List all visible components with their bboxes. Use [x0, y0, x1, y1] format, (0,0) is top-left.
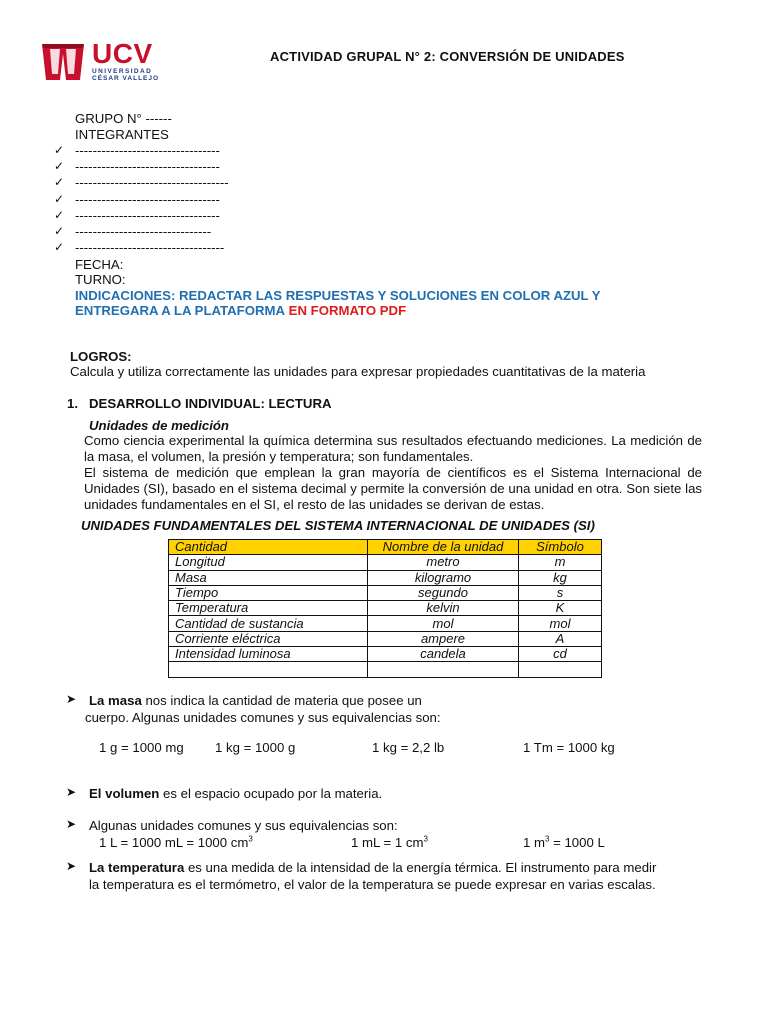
table-cell: Corriente eléctrica	[169, 631, 368, 646]
si-units-table	[168, 539, 602, 678]
member-blank: ---------------------------------	[75, 192, 220, 207]
masa-eq-2: 1 kg = 1000 g	[215, 740, 296, 755]
temperatura-line-1	[89, 859, 656, 876]
volumen-line-2: Algunas unidades comunes y sus equivalencias son:	[89, 818, 398, 833]
masa-line-2: cuerpo. Algunas unidades comunes y sus equivalencias son:	[85, 710, 441, 725]
table-cell: kg	[519, 570, 602, 585]
member-blank: ---------------------------------	[75, 208, 220, 223]
table-cell	[169, 662, 368, 677]
table-row	[169, 662, 602, 677]
table-cell: A	[519, 631, 602, 646]
temperatura-text-1: es una medida de la intensidad de la energía térmica. El instrumento para medir	[184, 860, 657, 875]
table-row	[169, 631, 602, 646]
table-row	[169, 647, 602, 662]
temperatura-line-2: la temperatura es el termómetro, el valor de la temperatura se puede expresar en varias escalas.	[89, 877, 656, 892]
exponent: 3	[423, 834, 428, 844]
volumen-bold: El volumen	[89, 786, 160, 801]
turno-label: TURNO:	[75, 272, 126, 287]
table-cell: metro	[368, 555, 519, 570]
masa-eq-4: 1 Tm = 1000 kg	[523, 740, 615, 755]
table-header-row	[169, 540, 602, 555]
table-cell: Masa	[169, 570, 368, 585]
logo-subtitle-2: CÉSAR VALLEJO	[92, 75, 160, 82]
bullet-arrow-icon: ➤	[66, 859, 77, 873]
volumen-eq-3a-text: 1 m	[523, 835, 545, 850]
reading-text	[84, 433, 702, 513]
volumen-line	[89, 785, 382, 802]
table-cell: kelvin	[368, 601, 519, 616]
table-row	[169, 601, 602, 616]
ucv-logo	[40, 40, 170, 84]
table-cell: mol	[368, 616, 519, 631]
instructions-line-2	[75, 302, 406, 319]
bullet-arrow-icon: ➤	[66, 785, 77, 799]
table-header-cell: Nombre de la unidad	[368, 540, 519, 555]
table-cell: m	[519, 555, 602, 570]
volumen-text: es el espacio ocupado por la materia.	[159, 786, 383, 801]
table-cell: Tiempo	[169, 585, 368, 600]
checkmark-icon: ✓	[54, 175, 65, 189]
table-row	[169, 555, 602, 570]
bullet-arrow-icon: ➤	[66, 817, 77, 831]
table-cell: Intensidad luminosa	[169, 647, 368, 662]
instructions-red-text: EN FORMATO PDF	[288, 303, 407, 318]
instructions-blue-text: ENTREGARA A LA PLATAFORMA	[75, 303, 285, 318]
checkmark-icon: ✓	[54, 143, 65, 157]
table-cell: Cantidad de sustancia	[169, 616, 368, 631]
table-caption: UNIDADES FUNDAMENTALES DEL SISTEMA INTERNACIONAL DE UNIDADES (SI)	[81, 518, 595, 533]
table-header-cell: Símbolo	[519, 540, 602, 555]
masa-text-1: nos indica la cantidad de materia que posee un	[141, 693, 422, 708]
integrantes-label: INTEGRANTES	[75, 127, 169, 142]
temperatura-bold: La temperatura	[89, 860, 185, 875]
checkmark-icon: ✓	[54, 224, 65, 238]
member-blank: -------------------------------	[75, 224, 212, 239]
logros-heading: LOGROS:	[70, 349, 132, 364]
instructions-line-1: INDICACIONES: REDACTAR LAS RESPUESTAS Y SOLUCIONES EN COLOR AZUL Y	[75, 288, 601, 303]
table-cell: s	[519, 585, 602, 600]
table-cell: mol	[519, 616, 602, 631]
checkmark-icon: ✓	[54, 159, 65, 173]
volumen-eq-3	[523, 834, 605, 851]
masa-line-1	[89, 692, 422, 709]
reading-paragraph-2: El sistema de medición que emplean la gran mayoría de científicos es el Sistema Internacional de Unidades (SI), basado en el sistema decimal y permite la conversión de una unidad en otra. Son siete las unidades fundamentales en el SI, el resto de las unidades se derivan de estas.	[84, 465, 702, 512]
table-cell: cd	[519, 647, 602, 662]
bullet-arrow-icon: ➤	[66, 692, 77, 706]
logros-text: Calcula y utiliza correctamente las unidades para expresar propiedades cuantitativas de la materia	[70, 364, 646, 379]
member-blank: ---------------------------------	[75, 159, 220, 174]
volumen-eq-2-text: 1 mL = 1 cm	[351, 835, 424, 850]
checkmark-icon: ✓	[54, 240, 65, 254]
table-row	[169, 616, 602, 631]
table-cell	[368, 662, 519, 677]
section-number: 1.	[67, 396, 78, 411]
exponent: 3	[544, 834, 550, 844]
table-cell: kilogramo	[368, 570, 519, 585]
table-header-cell: Cantidad	[169, 540, 368, 555]
table-cell: candela	[368, 647, 519, 662]
checkmark-icon: ✓	[54, 208, 65, 222]
checkmark-icon: ✓	[54, 192, 65, 206]
table-row	[169, 585, 602, 600]
document-title: ACTIVIDAD GRUPAL N° 2: CONVERSIÓN DE UNIDADES	[270, 49, 625, 64]
logo-wordmark: UCV	[92, 38, 153, 69]
section-subtitle: Unidades de medición	[89, 418, 229, 433]
volumen-eq-3b-text: = 1000 L	[549, 835, 605, 850]
fecha-label: FECHA:	[75, 257, 124, 272]
table-cell: Longitud	[169, 555, 368, 570]
member-blank: ---------------------------------	[75, 143, 220, 158]
member-blank: ----------------------------------	[75, 240, 225, 255]
volumen-eq-1-text: 1 L = 1000 mL = 1000 cm	[99, 835, 249, 850]
logo-subtitle-1: UNIVERSIDAD	[92, 68, 153, 75]
reading-paragraph-1: Como ciencia experimental la química determina sus resultados efectuando mediciones. La medición de la masa, el volumen, la presión y temperatura; son fundamentales.	[84, 433, 702, 464]
volumen-eq-2	[351, 834, 428, 851]
masa-eq-1: 1 g = 1000 mg	[99, 740, 184, 755]
section-title: DESARROLLO INDIVIDUAL: LECTURA	[89, 396, 332, 411]
table-row	[169, 570, 602, 585]
exponent: 3	[248, 834, 253, 844]
table-cell: Temperatura	[169, 601, 368, 616]
member-blank: -----------------------------------	[75, 175, 229, 190]
table-cell: segundo	[368, 585, 519, 600]
masa-eq-3: 1 kg = 2,2 lb	[372, 740, 445, 755]
ucv-shield-icon	[40, 40, 86, 84]
grupo-label: GRUPO N° ------	[75, 111, 172, 126]
table-cell	[519, 662, 602, 677]
volumen-eq-1	[99, 834, 253, 851]
table-cell: K	[519, 601, 602, 616]
table-cell: ampere	[368, 631, 519, 646]
masa-bold: La masa	[89, 693, 142, 708]
